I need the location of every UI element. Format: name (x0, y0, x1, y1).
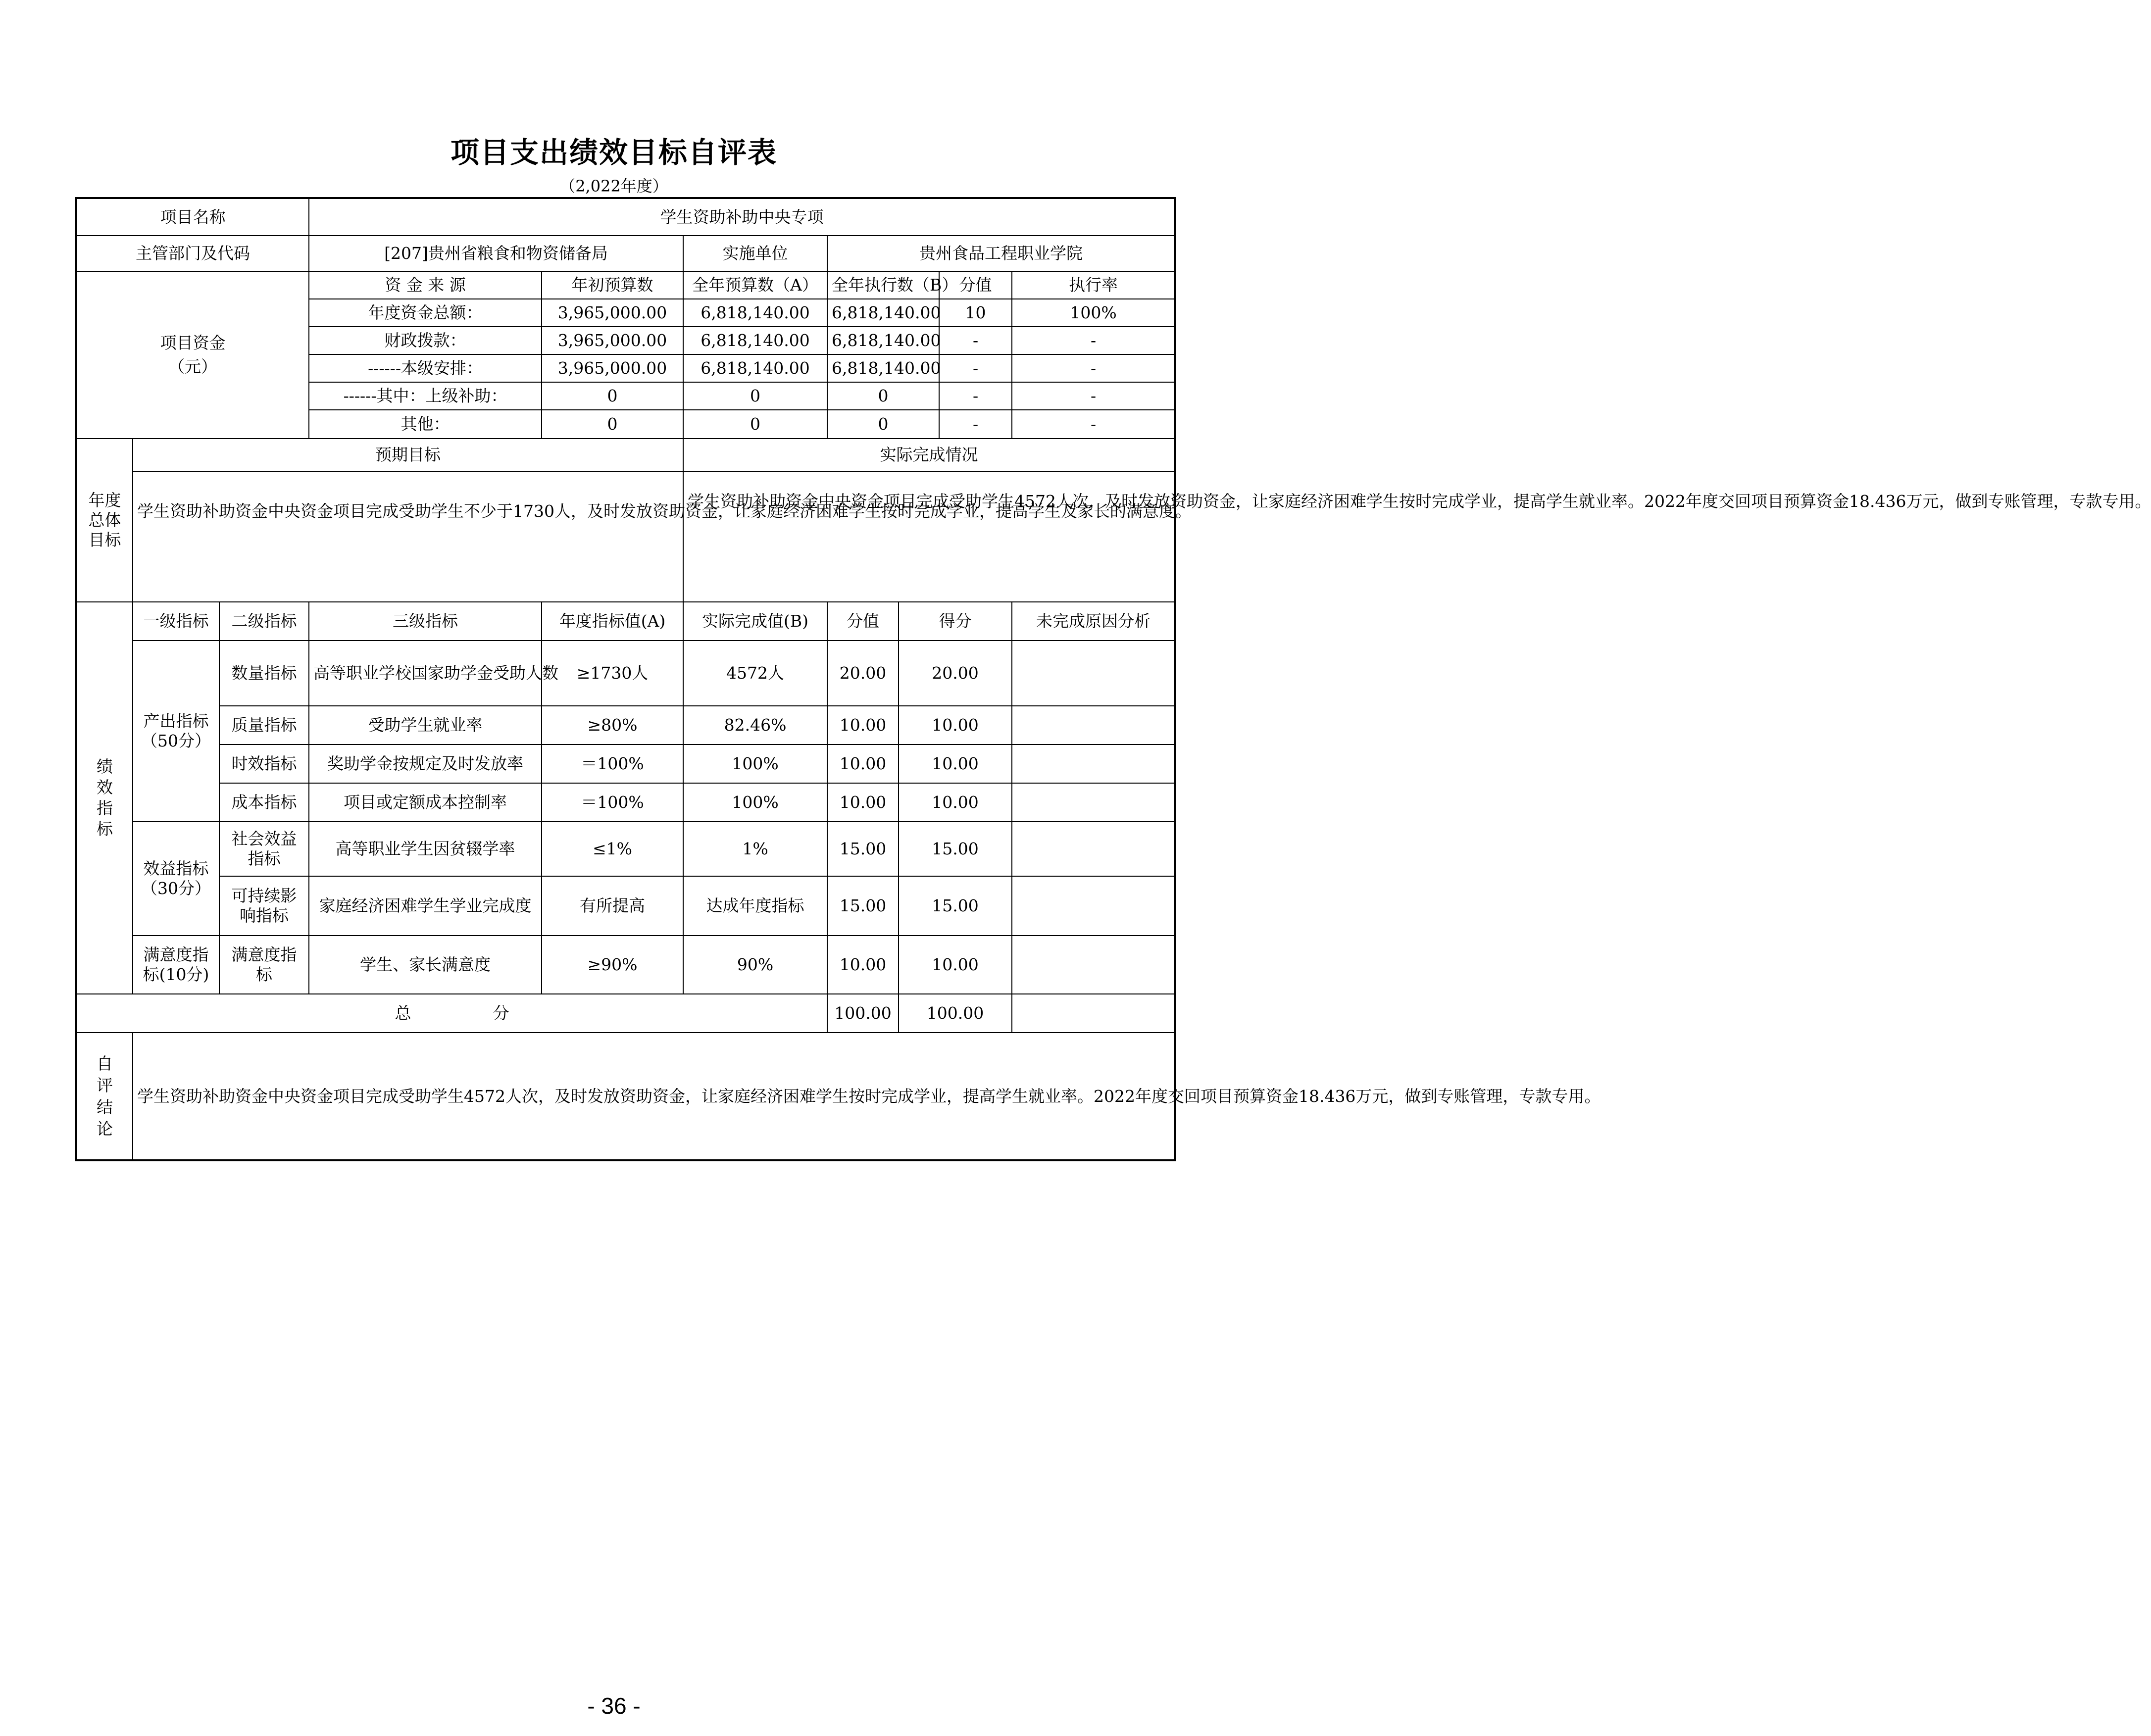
funds-annual: 6,818,140.00 (683, 354, 827, 382)
indicator-row (76, 876, 1175, 936)
funds-source: ------其中：上级补助： (309, 382, 542, 410)
indicator-level1: 满意度指 标(10分) (133, 936, 219, 994)
dept-row (76, 236, 1175, 271)
total-score: 100.00 (827, 994, 899, 1033)
funds-score: - (939, 410, 1012, 439)
funds-rate: - (1012, 354, 1175, 382)
page-number: - 36 - (587, 1693, 641, 1719)
indicator-level2: 成本指标 (219, 783, 309, 822)
indicator-actual: 90% (683, 936, 827, 994)
funds-header-annual: 全年预算数（A） (683, 271, 827, 299)
indicators-header-score: 分值 (827, 602, 899, 641)
indicator-actual: 达成年度指标 (683, 876, 827, 936)
funds-annual: 6,818,140.00 (683, 327, 827, 354)
indicator-level1: 产出指标 （50分） (133, 641, 219, 822)
indicator-actual: 1% (683, 822, 827, 876)
indicator-score: 10.00 (827, 744, 899, 783)
dept-label: 主管部门及代码 (76, 236, 309, 271)
funds-executed: 6,818,140.00 (827, 327, 939, 354)
total-got: 100.00 (899, 994, 1012, 1033)
funds-source: 其他： (309, 410, 542, 439)
funds-header-score: 分值 (939, 271, 1012, 299)
indicators-header-got: 得分 (899, 602, 1012, 641)
goals-header-row (76, 439, 1175, 471)
funds-header-executed: 全年执行数（B） (827, 271, 939, 299)
indicator-level2: 数量指标 (219, 641, 309, 706)
indicator-target: ≥90% (542, 936, 683, 994)
funds-source: 财政拨款： (309, 327, 542, 354)
indicator-score: 10.00 (827, 783, 899, 822)
indicator-row (76, 706, 1175, 744)
evaluation-table (75, 197, 2151, 1161)
indicators-header-level3: 三级指标 (309, 602, 542, 641)
page-subtitle: （2,022年度） (559, 177, 668, 196)
indicator-row (76, 744, 1175, 783)
indicator-got: 10.00 (899, 783, 1012, 822)
funds-executed: 6,818,140.00 (827, 299, 939, 327)
indicator-reason (1012, 641, 1175, 706)
indicator-level3: 高等职业学生因贫辍学率 (309, 822, 542, 876)
funds-initial: 0 (542, 410, 683, 439)
conclusion-label: 自 评 结 论 (76, 1033, 133, 1160)
indicator-reason (1012, 822, 1175, 876)
indicator-reason (1012, 706, 1175, 744)
indicator-score: 15.00 (827, 876, 899, 936)
unit-label: 实施单位 (683, 236, 827, 271)
expected-goal-text: 学生资助补助资金中央资金项目完成受助学生不少于1730人，及时发放资助资金，让家庭经济困难学生按时完成学业，提高学生及家长的满意度。 (133, 471, 683, 602)
funds-header-initial: 年初预算数 (542, 271, 683, 299)
indicator-level3: 受助学生就业率 (309, 706, 542, 744)
indicator-row (76, 783, 1175, 822)
project-name-value: 学生资助补助中央专项 (309, 198, 1175, 236)
indicator-row (76, 822, 1175, 876)
project-name-row (76, 198, 1175, 236)
indicator-got: 10.00 (899, 744, 1012, 783)
indicator-got: 15.00 (899, 822, 1012, 876)
funds-rate: - (1012, 382, 1175, 410)
conclusion-text: 学生资助补助资金中央资金项目完成受助学生4572人次，及时发放资助资金，让家庭经济困难学生按时完成学业，提高学生就业率。2022年度交回项目预算资金18.436万元，做到专账管理，专款专用。 (133, 1033, 1175, 1160)
indicator-level3: 项目或定额成本控制率 (309, 783, 542, 822)
funds-header-source: 资 金 来 源 (309, 271, 542, 299)
indicator-got: 20.00 (899, 641, 1012, 706)
funds-annual: 6,818,140.00 (683, 299, 827, 327)
indicators-header-level1: 一级指标 (133, 602, 219, 641)
funds-header-row (76, 271, 1175, 299)
indicator-level3: 奖助学金按规定及时发放率 (309, 744, 542, 783)
total-label: 总 分 (76, 994, 827, 1033)
funds-score: - (939, 327, 1012, 354)
total-reason (1012, 994, 1175, 1033)
indicator-target: 有所提高 (542, 876, 683, 936)
indicators-header-target: 年度指标值(A) (542, 602, 683, 641)
indicators-label: 绩 效 指 标 (76, 602, 133, 994)
funds-initial: 3,965,000.00 (542, 299, 683, 327)
indicator-level2: 时效指标 (219, 744, 309, 783)
indicator-target: ＝100% (542, 744, 683, 783)
indicator-target: ≥1730人 (542, 641, 683, 706)
indicator-level2: 满意度指 标 (219, 936, 309, 994)
funds-executed: 0 (827, 410, 939, 439)
total-row (76, 994, 1175, 1033)
funds-label: 项目资金 （元） (76, 271, 309, 439)
indicator-got: 15.00 (899, 876, 1012, 936)
indicator-level3: 家庭经济困难学生学业完成度 (309, 876, 542, 936)
indicators-header-actual: 实际完成值(B) (683, 602, 827, 641)
funds-initial: 0 (542, 382, 683, 410)
actual-goal-text: 学生资助补助资金中央资金项目完成受助学生4572人次，及时发放资助资金，让家庭经济困难学生按时完成学业，提高学生就业率。2022年度交回项目预算资金18.436万元，做到专账管理，专款专用。 (683, 471, 1175, 602)
funds-score: 10 (939, 299, 1012, 327)
indicator-level2: 可持续影 响指标 (219, 876, 309, 936)
indicator-actual: 100% (683, 744, 827, 783)
funds-annual: 0 (683, 382, 827, 410)
indicator-score: 15.00 (827, 822, 899, 876)
project-name-label: 项目名称 (76, 198, 309, 236)
actual-goal-header: 实际完成情况 (683, 439, 1175, 471)
indicator-score: 10.00 (827, 706, 899, 744)
expected-goal-header: 预期目标 (133, 439, 683, 471)
funds-annual: 0 (683, 410, 827, 439)
goals-label: 年度 总体 目标 (76, 439, 133, 602)
unit-value: 贵州食品工程职业学院 (827, 236, 1175, 271)
indicator-row (76, 936, 1175, 994)
indicator-actual: 82.46% (683, 706, 827, 744)
funds-rate: - (1012, 410, 1175, 439)
indicator-target: ＝100% (542, 783, 683, 822)
funds-source: 年度资金总额： (309, 299, 542, 327)
indicator-target: ≤1% (542, 822, 683, 876)
indicator-got: 10.00 (899, 936, 1012, 994)
indicator-level3: 高等职业学校国家助学金受助人数 (309, 641, 542, 706)
page-title: 项目支出绩效目标自评表 (450, 136, 777, 169)
funds-executed: 0 (827, 382, 939, 410)
indicators-header-level2: 二级指标 (219, 602, 309, 641)
conclusion-row (76, 1033, 1175, 1160)
indicator-level1: 效益指标 （30分） (133, 822, 219, 936)
funds-initial: 3,965,000.00 (542, 327, 683, 354)
indicator-reason (1012, 783, 1175, 822)
indicator-level2: 质量指标 (219, 706, 309, 744)
funds-header-rate: 执行率 (1012, 271, 1175, 299)
funds-source: ------本级安排： (309, 354, 542, 382)
indicators-header-row (76, 602, 1175, 641)
dept-value: [207]贵州省粮食和物资储备局 (309, 236, 683, 271)
indicator-reason (1012, 876, 1175, 936)
goals-content-row (76, 471, 1175, 602)
indicator-level3: 学生、家长满意度 (309, 936, 542, 994)
indicator-level2: 社会效益 指标 (219, 822, 309, 876)
indicator-row (76, 641, 1175, 706)
funds-rate: 100% (1012, 299, 1175, 327)
funds-rate: - (1012, 327, 1175, 354)
indicator-got: 10.00 (899, 706, 1012, 744)
funds-score: - (939, 354, 1012, 382)
indicator-reason (1012, 936, 1175, 994)
indicator-actual: 4572人 (683, 641, 827, 706)
funds-executed: 6,818,140.00 (827, 354, 939, 382)
indicator-score: 10.00 (827, 936, 899, 994)
indicator-target: ≥80% (542, 706, 683, 744)
indicator-score: 20.00 (827, 641, 899, 706)
indicators-header-reason: 未完成原因分析 (1012, 602, 1175, 641)
funds-score: - (939, 382, 1012, 410)
indicator-actual: 100% (683, 783, 827, 822)
indicator-reason (1012, 744, 1175, 783)
funds-initial: 3,965,000.00 (542, 354, 683, 382)
